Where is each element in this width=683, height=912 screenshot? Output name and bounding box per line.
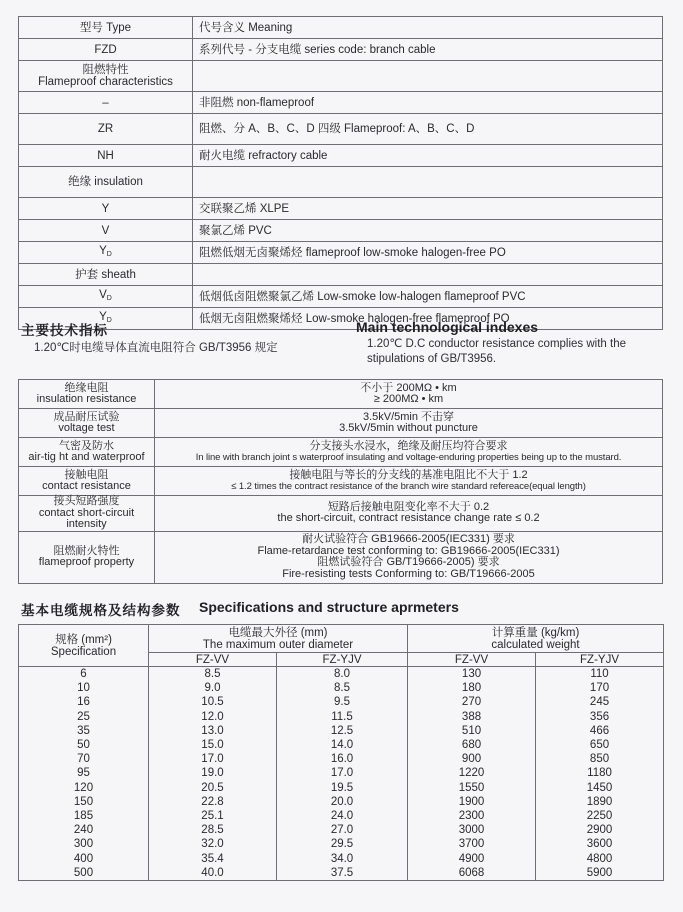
- tech-note-en-line1: 1.20℃ D.C conductor resistance complies with the: [367, 338, 627, 350]
- tech-key-cn: 接触电阻: [64, 468, 109, 481]
- dia-vv-cell: 19.0: [149, 766, 277, 780]
- dia-vv-cell: 15.0: [149, 738, 277, 752]
- spec-table-body: [19, 667, 664, 881]
- tech-row: [19, 496, 663, 532]
- tech-key-cn: 阻燃耐火特性: [53, 544, 120, 557]
- tech-value-line: 耐火试验符合 GB19666-2005(IEC331) 要求: [302, 533, 515, 545]
- type-meaning: 阻燃低烟无卤聚烯烃 flameproof low-smoke halogen-free PO: [193, 242, 663, 264]
- tech-key: [19, 467, 155, 496]
- table-row: [19, 837, 664, 851]
- table-row: [19, 851, 664, 865]
- dia-vv-cell: 13.0: [149, 724, 277, 738]
- type-row: [19, 264, 663, 286]
- wt-yjv-cell: 245: [536, 695, 664, 709]
- wt-vv-cell: 3000: [408, 823, 536, 837]
- tech-value-line: In line with branch joint s waterproof insulating and voltage-enduring properties being up to the mustard.: [195, 452, 622, 463]
- tech-key-en: flameproof property: [38, 556, 135, 568]
- spec-size-cell: 150: [19, 795, 149, 809]
- wt-yjv-cell: 4800: [536, 851, 664, 865]
- table-row: [19, 752, 664, 766]
- table-row: [19, 738, 664, 752]
- dia-yjv-cell: 8.5: [277, 681, 408, 695]
- tech-value-line: 3.5kV/5min without puncture: [339, 422, 478, 434]
- dia-vv-cell: 17.0: [149, 752, 277, 766]
- dia-yjv-cell: 37.5: [277, 866, 408, 881]
- wt-yjv-cell: 1180: [536, 766, 664, 780]
- wt-yjv-cell: 170: [536, 681, 664, 695]
- tech-key-en: contact short-circuit intensity: [38, 506, 135, 530]
- tech-note-en: [367, 337, 663, 367]
- type-row: [19, 286, 663, 308]
- dia-vv-cell: 10.5: [149, 695, 277, 709]
- spec-col-header: [19, 625, 149, 667]
- spec-size-cell: 25: [19, 710, 149, 724]
- tech-heading-en: Main technological indexes: [356, 319, 539, 335]
- wt-yjv-cell: 1450: [536, 781, 664, 795]
- weight-col-cn: 计算重量 (kg/km): [491, 626, 580, 639]
- tech-index-table: [18, 379, 663, 584]
- type-row: [19, 308, 663, 330]
- type-meaning: 耐火电缆 refractory cable: [193, 145, 663, 167]
- tech-value-line: 短路后接触电阻变化率不大于 0.2: [327, 500, 490, 513]
- tech-value-line: 分支接头水浸水，绝缘及耐压均符合要求: [309, 439, 508, 452]
- wt-vv-cell: 1900: [408, 795, 536, 809]
- type-meaning: 低烟无卤阻燃聚烯烃 Low-smoke halogen-free flameproof PO: [193, 308, 663, 330]
- tech-value-line: the short-circuit, contract resistance change rate ≤ 0.2: [277, 512, 540, 525]
- type-code: 护套 sheath: [19, 264, 193, 286]
- wt-vv-cell: 900: [408, 752, 536, 766]
- table-row: [19, 781, 664, 795]
- sub-header-dia-yjv: FZ-YJV: [277, 653, 408, 667]
- table-row: [19, 681, 664, 695]
- dia-vv-cell: 25.1: [149, 809, 277, 823]
- type-code-table: [18, 16, 663, 330]
- dia-vv-cell: 20.5: [149, 781, 277, 795]
- wt-vv-cell: 510: [408, 724, 536, 738]
- dia-yjv-cell: 19.5: [277, 781, 408, 795]
- type-code: 绝缘 insulation: [19, 167, 193, 198]
- spec-size-cell: 500: [19, 866, 149, 881]
- type-code: –: [19, 92, 193, 114]
- tech-value-line: 3.5kV/5min 不击穿: [362, 410, 455, 423]
- sub-header-dia-vv: FZ-VV: [149, 653, 277, 667]
- spec-table: [18, 624, 664, 881]
- sub-header-wt-vv: FZ-VV: [408, 653, 536, 667]
- spec-heading-en: Specifications and structure aprmeters: [199, 599, 459, 615]
- spec-size-cell: 50: [19, 738, 149, 752]
- wt-yjv-cell: 1890: [536, 795, 664, 809]
- type-row: [19, 242, 663, 264]
- dia-yjv-cell: 16.0: [277, 752, 408, 766]
- tech-key-en: contact resistance: [42, 480, 131, 492]
- spec-size-cell: 95: [19, 766, 149, 780]
- wt-vv-cell: 270: [408, 695, 536, 709]
- type-code: 阻燃特性 Flameproof characteristics: [19, 61, 193, 92]
- type-code-letter: Y: [99, 244, 107, 257]
- type-code-sub: D: [106, 316, 112, 324]
- wt-vv-cell: 1220: [408, 766, 536, 780]
- wt-yjv-cell: 5900: [536, 866, 664, 881]
- spec-size-cell: 240: [19, 823, 149, 837]
- wt-vv-cell: 130: [408, 667, 536, 682]
- wt-yjv-cell: 2250: [536, 809, 664, 823]
- type-code-sub: D: [106, 294, 112, 302]
- spec-size-cell: 70: [19, 752, 149, 766]
- type-meaning: 非阻燃 non-flameproof: [193, 92, 663, 114]
- dia-yjv-cell: 14.0: [277, 738, 408, 752]
- dia-yjv-cell: 8.0: [277, 667, 408, 682]
- spec-size-cell: 35: [19, 724, 149, 738]
- spec-size-cell: 120: [19, 781, 149, 795]
- wt-yjv-cell: 466: [536, 724, 664, 738]
- tech-value-line: ≥ 200MΩ • km: [373, 393, 444, 405]
- type-code-sub: D: [106, 250, 112, 258]
- tech-row: [19, 438, 663, 467]
- wt-vv-cell: 6068: [408, 866, 536, 881]
- dia-vv-cell: 32.0: [149, 837, 277, 851]
- type-row: [19, 220, 663, 242]
- tech-value: [155, 496, 663, 532]
- dia-yjv-cell: 17.0: [277, 766, 408, 780]
- tech-value-line: Flame-retardance test conforming to: GB19666-2005(IEC331): [257, 544, 560, 557]
- tech-value-line: Fire-resisting tests Conforming to: GB/T19666-2005: [282, 567, 535, 580]
- spec-size-cell: 400: [19, 851, 149, 865]
- diameter-col-header: [149, 625, 408, 653]
- tech-note-cn: 1.20℃时电缆导体直流电阻符合 GB/T3956 规定: [34, 342, 278, 354]
- wt-yjv-cell: 850: [536, 752, 664, 766]
- tech-key-en: air-tig ht and waterproof: [28, 451, 145, 463]
- table-row: [19, 766, 664, 780]
- dia-yjv-cell: 9.5: [277, 695, 408, 709]
- tech-heading-cn: 主要技术指标: [21, 323, 108, 338]
- tech-value: [155, 467, 663, 496]
- dia-vv-cell: 28.5: [149, 823, 277, 837]
- type-code: [19, 242, 193, 264]
- tech-row: [19, 467, 663, 496]
- table-row: [19, 710, 664, 724]
- dia-yjv-cell: 29.5: [277, 837, 408, 851]
- table-row: [19, 667, 664, 682]
- tech-key-cn: 接头短路强度: [53, 495, 120, 507]
- tech-value-line: ≤ 1.2 times the contract resistance of the branch wire standard refereace(equal length): [231, 481, 586, 492]
- type-code: ZR: [19, 114, 193, 145]
- dia-vv-cell: 40.0: [149, 866, 277, 881]
- type-code: [19, 286, 193, 308]
- tech-key: [19, 409, 155, 438]
- spec-col-cn: 规格 (mm²): [55, 633, 112, 646]
- wt-vv-cell: 4900: [408, 851, 536, 865]
- tech-value-line: 接触电阻与等长的分支线的基准电阻比不大于 1.2: [289, 468, 528, 481]
- wt-vv-cell: 2300: [408, 809, 536, 823]
- dia-yjv-cell: 24.0: [277, 809, 408, 823]
- tech-key: [19, 531, 155, 583]
- spec-heading-cn: 基本电缆规格及结构参数: [21, 603, 181, 618]
- spec-size-cell: 10: [19, 681, 149, 695]
- table-row: [19, 795, 664, 809]
- wt-yjv-cell: 2900: [536, 823, 664, 837]
- type-meaning: 阻燃、分 A、B、C、D 四级 Flameproof: A、B、C、D: [193, 114, 663, 145]
- type-row: [19, 61, 663, 92]
- type-row: [19, 114, 663, 145]
- tech-key-en: insulation resistance: [36, 393, 137, 405]
- type-row: [19, 167, 663, 198]
- tech-value: [155, 380, 663, 409]
- spec-size-cell: 300: [19, 837, 149, 851]
- type-code-letter: V: [99, 288, 107, 301]
- dia-vv-cell: 9.0: [149, 681, 277, 695]
- dia-yjv-cell: 34.0: [277, 851, 408, 865]
- tech-key-en: voltage test: [58, 422, 115, 434]
- meaning-header: 代号含义 Meaning: [193, 17, 663, 39]
- tech-value: [155, 438, 663, 467]
- spec-size-cell: 6: [19, 667, 149, 682]
- wt-vv-cell: 1550: [408, 781, 536, 795]
- tech-note-en-line2: stipulations of GB/T3956.: [367, 353, 497, 365]
- table-row: [19, 809, 664, 823]
- type-row: [19, 39, 663, 61]
- type-meaning: [193, 61, 663, 92]
- tech-row: [19, 409, 663, 438]
- table-row: [19, 866, 664, 881]
- tech-value: [155, 531, 663, 583]
- type-code: NH: [19, 145, 193, 167]
- type-meaning: 系列代号 - 分支电缆 series code: branch cable: [193, 39, 663, 61]
- dia-vv-cell: 22.8: [149, 795, 277, 809]
- tech-key-cn: 气密及防水: [59, 439, 114, 452]
- dia-vv-cell: 35.4: [149, 851, 277, 865]
- tech-key: [19, 380, 155, 409]
- spec-col-en: Specification: [50, 645, 117, 658]
- dia-yjv-cell: 11.5: [277, 710, 408, 724]
- tech-value-line: 不小于 200MΩ • km: [360, 381, 457, 394]
- dia-yjv-cell: 12.5: [277, 724, 408, 738]
- spec-size-cell: 16: [19, 695, 149, 709]
- tech-key: [19, 438, 155, 467]
- wt-yjv-cell: 110: [536, 667, 664, 682]
- weight-col-en: calculated weight: [491, 638, 580, 651]
- tech-row: [19, 380, 663, 409]
- table-row: [19, 823, 664, 837]
- type-code: V: [19, 220, 193, 242]
- tech-key-cn: 成品耐压试验: [53, 410, 120, 423]
- dia-yjv-cell: 27.0: [277, 823, 408, 837]
- table-row: [19, 695, 664, 709]
- type-row: [19, 198, 663, 220]
- wt-vv-cell: 3700: [408, 837, 536, 851]
- tech-key: [19, 496, 155, 532]
- type-row: [19, 92, 663, 114]
- type-code-letter: Y: [99, 310, 107, 323]
- tech-row: [19, 531, 663, 583]
- dia-yjv-cell: 20.0: [277, 795, 408, 809]
- table-row: [19, 724, 664, 738]
- type-meaning: 交联聚乙烯 XLPE: [193, 198, 663, 220]
- wt-vv-cell: 180: [408, 681, 536, 695]
- type-meaning: [193, 264, 663, 286]
- wt-yjv-cell: 650: [536, 738, 664, 752]
- wt-vv-cell: 680: [408, 738, 536, 752]
- wt-vv-cell: 388: [408, 710, 536, 724]
- sub-header-wt-yjv: FZ-YJV: [536, 653, 664, 667]
- tech-value-line: 阻燃试验符合 GB/T19666-2005) 要求: [317, 556, 500, 568]
- type-code: FZD: [19, 39, 193, 61]
- type-header: 型号 Type: [19, 17, 193, 39]
- tech-key-cn: 绝缘电阻: [64, 381, 109, 394]
- wt-yjv-cell: 356: [536, 710, 664, 724]
- diameter-col-en: The maximum outer diameter: [202, 638, 354, 651]
- dia-vv-cell: 8.5: [149, 667, 277, 682]
- type-row: [19, 145, 663, 167]
- type-code: Y: [19, 198, 193, 220]
- wt-yjv-cell: 3600: [536, 837, 664, 851]
- spec-size-cell: 185: [19, 809, 149, 823]
- tech-value: [155, 409, 663, 438]
- weight-col-header: [408, 625, 664, 653]
- dia-vv-cell: 12.0: [149, 710, 277, 724]
- type-meaning: 低烟低卤阻燃聚氯乙烯 Low-smoke low-halogen flameproof PVC: [193, 286, 663, 308]
- diameter-col-cn: 电缆最大外径 (mm): [228, 626, 328, 639]
- type-meaning: [193, 167, 663, 198]
- type-meaning: 聚氯乙烯 PVC: [193, 220, 663, 242]
